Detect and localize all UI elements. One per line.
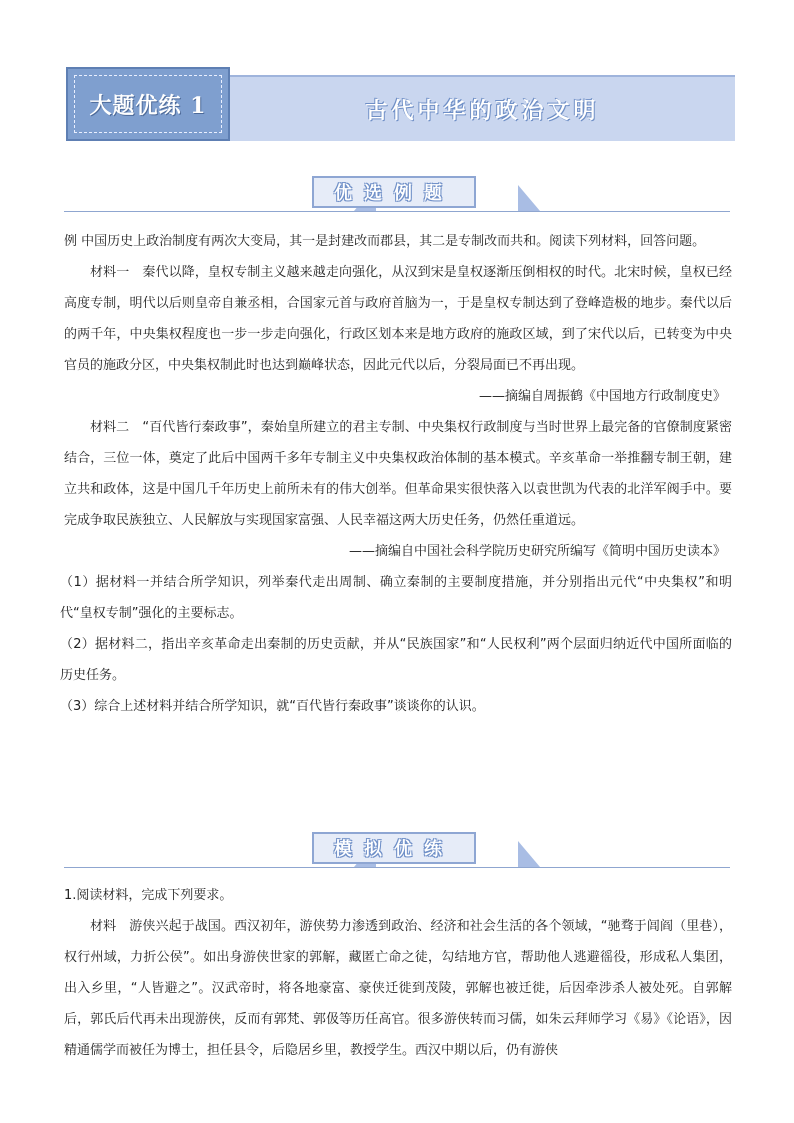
banner-ribbon-right	[518, 841, 540, 867]
practice-intro: 1.阅读材料，完成下列要求。	[64, 888, 233, 903]
section-tag: 模拟优练	[312, 832, 476, 864]
question-3: （3）综合上述材料并结合所学知识，就“百代皆行秦政事”谈谈你的认识。	[60, 699, 485, 714]
header-title-box	[230, 75, 735, 141]
example-intro: 例 中国历史上政治制度有两次大变局，其一是封建改而郡县，其二是专制改而共和。阅读下列材料，回答问题。	[64, 234, 706, 249]
practice-content	[64, 880, 732, 1066]
section-banner-practice	[64, 828, 730, 868]
practice-material: 材料 游侠兴起于战国。西汉初年，游侠势力渗透到政治、经济和社会生活的各个领域，“驰骛于闾阎（里巷），权行州域，力折公侯”。如出身游侠世家的郭解，藏匿亡命之徒，勾结地方官，帮助他人逃避徭役，形成私人集团，出入乡里，“人皆避之”。汉武帝时，将各地豪富、豪侠迁徙到茂陵，郭解也被迁徙，后因牵涉杀人被处死。自郭解后，郭氏后代再未出现游侠，反而有郭梵、郭伋等历任高官。很多游侠转而习儒，如朱云拜师学习《易》《论语》，因精通儒学而被任为博士，担任县令，后隐居乡里，教授学生。西汉中期以后，仍有游侠	[64, 919, 732, 1058]
header-left-title: 大题优练 1	[74, 75, 222, 133]
section-banner-examples	[64, 172, 730, 212]
material-one-source: ——摘编自周振鹤《中国地方行政制度史》	[478, 389, 726, 404]
banner-ribbon-right	[518, 185, 540, 211]
page-header	[66, 67, 735, 141]
example-content	[60, 226, 732, 722]
section-tag: 优选例题	[312, 176, 476, 208]
divider-line	[64, 211, 730, 212]
material-one: 材料一 秦代以降，皇权专制主义越来越走向强化，从汉到宋是皇权逐渐压倒相权的时代。北宋时候，皇权已经高度专制，明代以后则皇帝自兼丞相，合国家元首与政府首脑为一，于是皇权专制达到了登峰造极的地步。秦代以后的两千年，中央集权程度也一步一步走向强化，行政区划本来是地方政府的施政区域，到了宋代以后，已转变为中央官员的施政分区，中央集权制此时也达到巅峰状态，因此元代以后，分裂局面已不再出现。	[64, 265, 732, 373]
material-two: 材料二 “百代皆行秦政事”，秦始皇所建立的君主专制、中央集权行政制度与当时世界上最完备的官僚制度紧密结合，三位一体，奠定了此后中国两千多年专制主义中央集权政治体制的基本模式。辛亥革命一举推翻专制王朝，建立共和政体，这是中国几千年历史上前所未有的伟大创举。但革命果实很快落入以袁世凯为代表的北洋军阀手中。要完成争取民族独立、人民解放与实现国家富强、人民幸福这两大历史任务，仍然任重道远。	[64, 420, 732, 528]
header-right-title: 古代中华的政治文明	[365, 97, 600, 124]
header-label-box	[66, 67, 230, 141]
question-2: （2）据材料二，指出辛亥革命走出秦制的历史贡献，并从“民族国家”和“人民权利”两个层面归纳近代中国所面临的历史任务。	[60, 637, 732, 683]
material-two-source: ——摘编自中国社会科学院历史研究所编写《简明中国历史读本》	[348, 544, 726, 559]
divider-line	[64, 867, 730, 868]
question-1: （1）据材料一并结合所学知识，列举秦代走出周制、确立秦制的主要制度措施，并分别指出元代“中央集权”和明代“皇权专制”强化的主要标志。	[60, 575, 732, 621]
